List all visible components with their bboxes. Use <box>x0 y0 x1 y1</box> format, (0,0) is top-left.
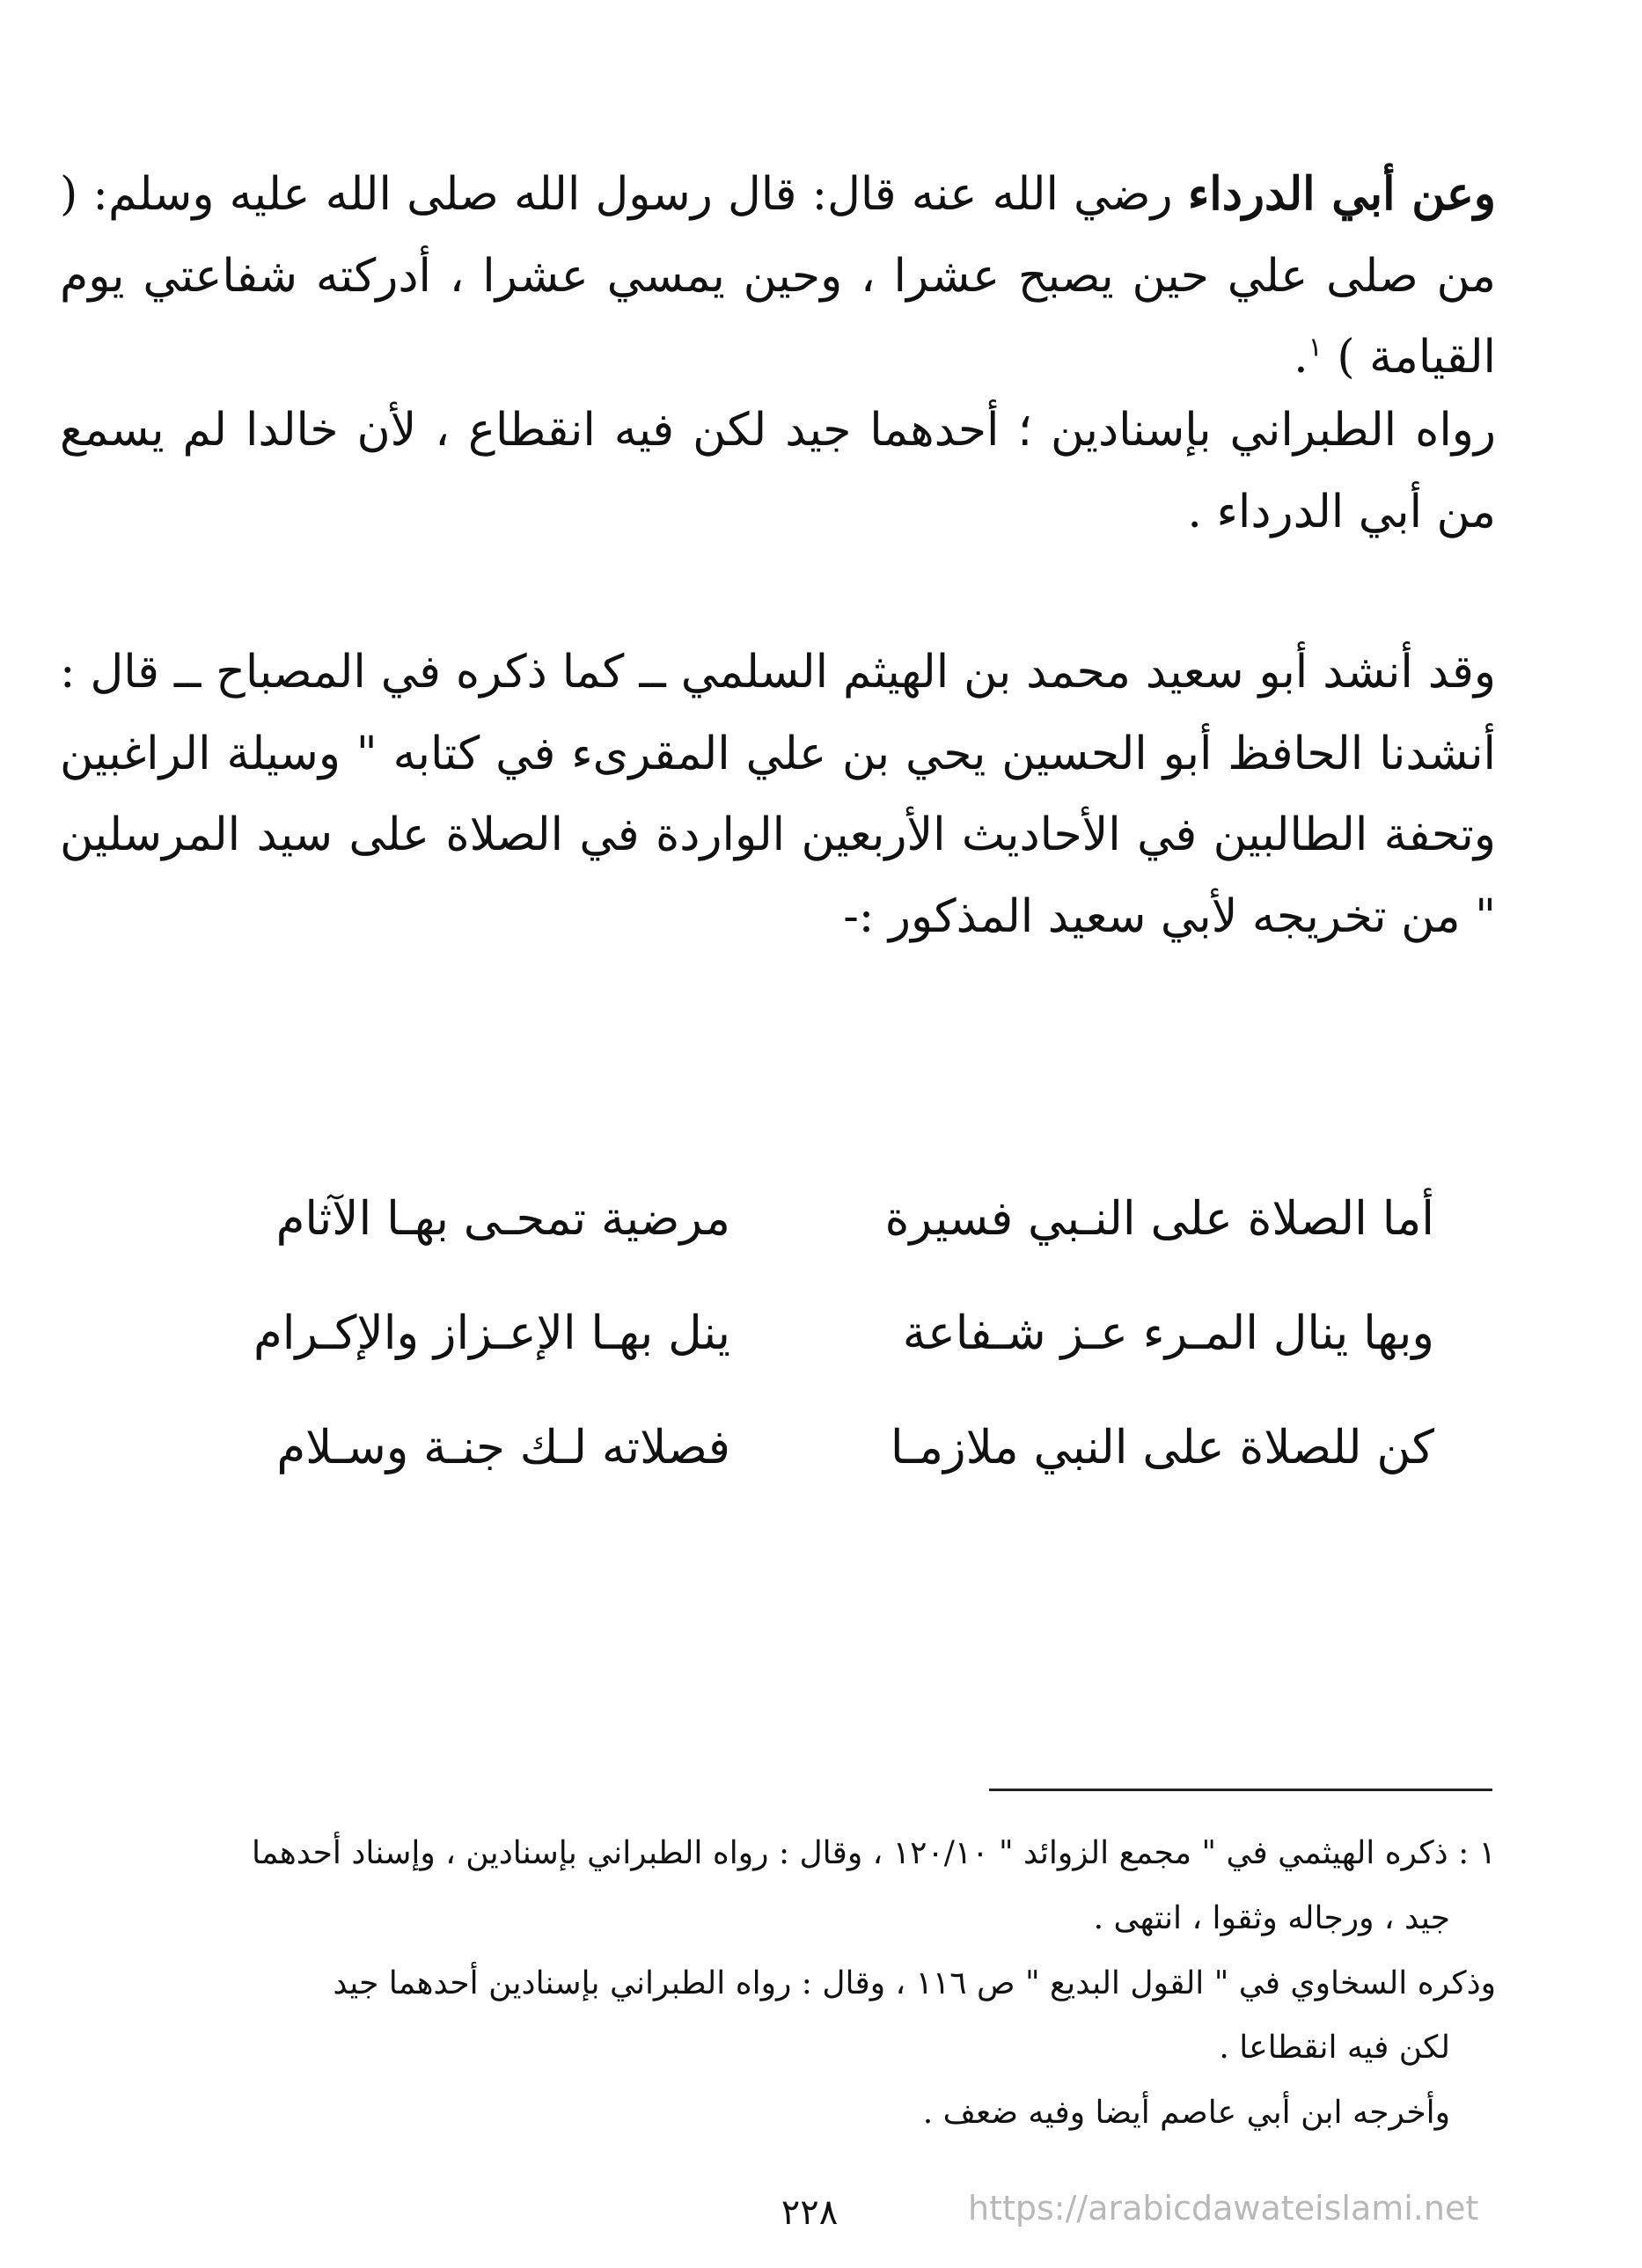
footnote-separator <box>989 1789 1492 1791</box>
verse-second-hemistich: ينل بهـا الإعـزاز والإكـرام <box>253 1306 730 1360</box>
poem-verse <box>167 1161 1434 1276</box>
footnote-line: ١ : ذكره الهيثمي في " مجمع الزوائد " ١٢٠/١٠ ، وقال : رواه الطبراني بإسنادين ، وإسناد أحدهما <box>252 1835 1496 1871</box>
hadith-text: رضي الله عنه قال: قال رسول الله صلى الله عليه وسلم: ( من صلى علي حين يصبح عشرا ، وحين يمسي عشرا ، أدركته شفاعتي يوم القيامة ) <box>60 168 1496 384</box>
footnote-line: جيد ، ورجاله وثقوا ، انتهى . <box>1093 1899 1450 1936</box>
verse-second-hemistich: فصلاته لـك جنـة وسـلام <box>276 1420 730 1474</box>
narration-paragraph: رواه الطبراني بإسنادين ؛ أحدهما جيد لكن فيه انقطاع ، لأن خالدا لم يسمع من أبي الدرداء . <box>60 404 1496 538</box>
hadith-paragraph <box>60 154 1496 399</box>
narrator-name: وعن أبي الدرداء <box>1187 167 1496 221</box>
hadith-end: . <box>1294 331 1308 384</box>
poem-intro-paragraph: وقد أنشد أبو سعيد محمد بن الهيثم السلمي ــ كما ذكره في المصباح ــ قال : أنشدنا الحافظ أبو الحسين يحي بن علي المقرىء في كتابه " وسيلة الراغبين وتحفة الطالبين في الأحاديث الأربعين الواردة في الصلاة على سيد المرسلين " من تخريجه لأبي سعيد المذكور :- <box>60 646 1496 943</box>
poem-verse <box>167 1276 1434 1390</box>
watermark-url: https://arabicdawateislami.net <box>968 2189 1479 2228</box>
footnote-line: وذكره السخاوي في " القول البديع " ص ١١٦ ، وقال : رواه الطبراني بإسنادين أحدهما جيد <box>333 1964 1496 2001</box>
verse-first-hemistich: كن للصلاة على النبي ملازمـا <box>890 1420 1434 1474</box>
poem-verse <box>167 1390 1434 1504</box>
footnote-marker: ١ <box>1308 332 1323 363</box>
footnotes <box>60 1821 1496 2146</box>
footnote-line: وأخرجه ابن أبي عاصم أيضا وفيه ضعف . <box>922 2095 1450 2132</box>
verse-second-hemistich: مرضية تمحـى بهـا الآثام <box>275 1191 730 1246</box>
verse-first-hemistich: أما الصلاة على النـبي فسيرة <box>884 1191 1434 1246</box>
footnote-line: لكن فيه انقطاعا . <box>1219 2030 1450 2067</box>
page-number: ٢٢٨ <box>781 2192 839 2233</box>
verse-first-hemistich: وبها ينال المـرء عـز شـفاعة <box>902 1306 1434 1360</box>
poem <box>167 1161 1434 1504</box>
